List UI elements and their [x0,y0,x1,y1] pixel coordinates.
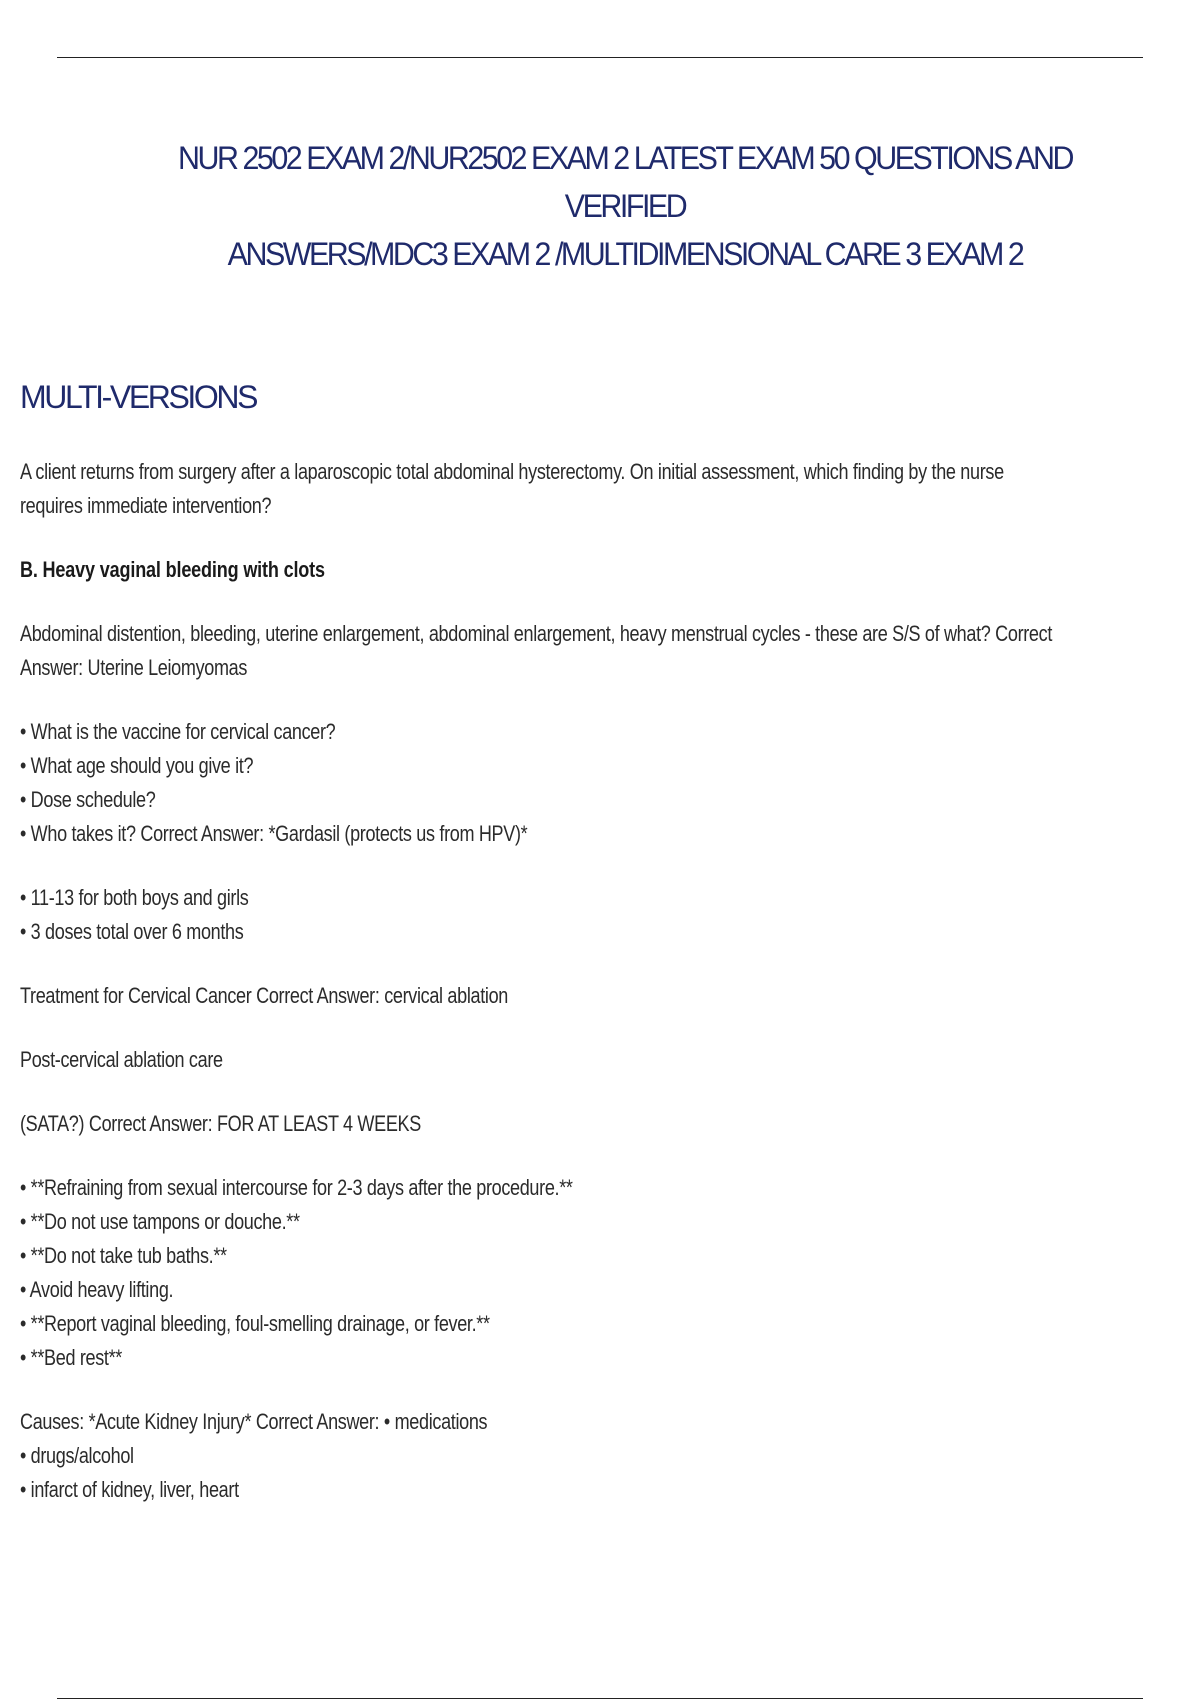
question-3-list [20,715,1004,851]
list-item: • 11-13 for both boys and girls [20,885,249,910]
list-item: • **Do not use tampons or douche.** [20,1209,300,1234]
list-item: • Who takes it? Correct Answer: *Gardasil (protects us from HPV)* [20,821,528,846]
question-4: Treatment for Cervical Cancer Correct Answer: cervical ablation [20,983,508,1008]
list-item: • **Refraining from sexual intercourse for 2-3 days after the procedure.** [20,1175,573,1200]
document-title-line-1: NUR 2502 EXAM 2/NUR2502 EXAM 2 LATEST EXAM 50 QUESTIONS AND VERIFIED [178,140,1072,224]
question-1-line-1: A client returns from surgery after a laparoscopic total abdominal hysterectomy. On initial assessment, which finding by the nurse [20,459,1004,484]
question-6-list [20,1171,1004,1375]
list-item: • **Report vaginal bleeding, foul-smelling drainage, or fever.** [20,1311,490,1336]
document-title-line-2: ANSWERS/MDC3 EXAM 2 /MULTIDIMENSIONAL CARE 3 EXAM 2 [227,236,1023,272]
section-heading: MULTI-VERSIONS [20,379,257,415]
question-1-line-2: requires immediate intervention? [20,493,272,518]
list-item: • What age should you give it? [20,753,254,778]
question-7 [20,1405,1004,1507]
list-item: • drugs/alcohol [20,1443,134,1468]
list-item: • Avoid heavy lifting. [20,1277,174,1302]
question-7-line-1: Causes: *Acute Kidney Injury* Correct Answer: • medications [20,1409,488,1434]
question-6: (SATA?) Correct Answer: FOR AT LEAST 4 WEEKS [20,1111,421,1136]
question-2-line-2: Answer: Uterine Leiomyomas [20,655,248,680]
question-1 [20,455,1004,523]
question-3-answer-list [20,881,1004,949]
question-1-answer: B. Heavy vaginal bleeding with clots [20,557,325,582]
list-item: • 3 doses total over 6 months [20,919,244,944]
question-2 [20,617,1053,685]
list-item: • **Do not take tub baths.** [20,1243,227,1268]
list-item: • **Bed rest** [20,1345,123,1370]
document-body [20,455,1200,1537]
bottom-divider [57,1698,1143,1699]
list-item: • infarct of kidney, liver, heart [20,1477,239,1502]
question-5: Post-cervical ablation care [20,1047,223,1072]
top-divider [57,57,1143,58]
list-item: • Dose schedule? [20,787,156,812]
list-item: • What is the vaccine for cervical cancer? [20,719,336,744]
question-2-line-1: Abdominal distention, bleeding, uterine enlargement, abdominal enlargement, heavy menstrual cycles - these are S/S of what? Correct [20,621,1053,646]
document-title [126,134,1124,278]
